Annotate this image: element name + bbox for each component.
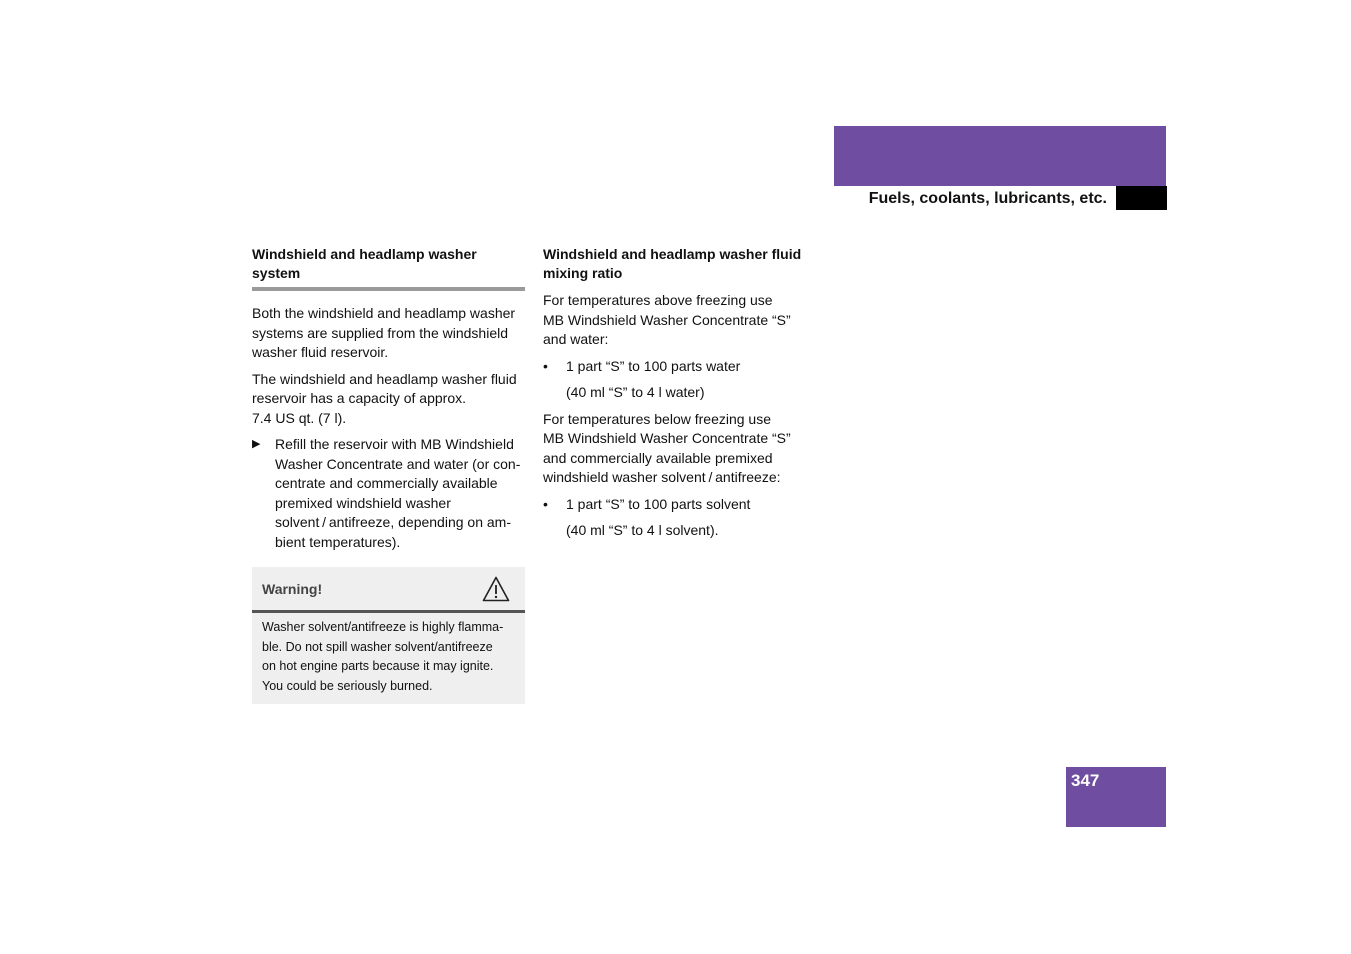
section-tab-marker — [1116, 186, 1167, 210]
right-heading: Windshield and headlamp washer fluid mixing ratio — [543, 246, 802, 281]
below-freezing-paragraph: For temperatures below freezing use MB Windshield Washer Concentrate “S” and commercially available premixed windshield washer solvent / antifreeze: — [543, 410, 791, 485]
list-item: • 1 part “S” to 100 parts solvent — [543, 495, 823, 515]
warning-title: Warning! — [262, 581, 323, 597]
warning-text: Washer solvent/antifreeze is highly flamma- ble. Do not spill washer solvent/antifreeze on hot engine parts because it may ignite. You could be seriously burned. — [262, 620, 504, 693]
left-heading: Windshield and headlamp washer system — [252, 246, 477, 281]
section-title: Technical data — [1169, 159, 1289, 178]
warning-triangle-icon — [482, 576, 510, 602]
above-freezing-paragraph: For temperatures above freezing use MB Windshield Washer Concentrate “S” and water: — [543, 292, 791, 347]
section-subtitle: Fuels, coolants, lubricants, etc. — [868, 190, 1107, 207]
page-number: 347 — [1071, 771, 1100, 790]
warning-box — [252, 567, 525, 704]
refill-instruction: ▶ Refill the reservoir with MB Windshield Washer Concentrate and water (or con- centrate and commercially available premixed windshield washer solvent / antifreeze, depending on am- bient temperatures). — [252, 436, 521, 550]
warning-header — [252, 567, 525, 613]
arrow-right-icon: ▶ — [252, 438, 261, 450]
left-column — [252, 245, 525, 704]
list-item-note: (40 ml “S” to 4 l solvent). — [566, 522, 719, 538]
bullet-icon: • — [543, 495, 548, 512]
bullet-icon: • — [543, 357, 548, 374]
heading-rule — [252, 287, 525, 291]
capacity-paragraph: The windshield and headlamp washer fluid reservoir has a capacity of approx. 7.4 US qt. (7 l). — [252, 370, 517, 426]
section-header-band — [834, 126, 1166, 186]
page-number-box — [1066, 767, 1166, 827]
right-column — [543, 245, 823, 548]
list-item-note: (40 ml “S” to 4 l water) — [566, 384, 705, 400]
list-item: • 1 part “S” to 100 parts water — [543, 357, 823, 377]
reservoir-paragraph: Both the windshield and headlamp washer systems are supplied from the windshield washer fluid reservoir. — [252, 305, 516, 360]
